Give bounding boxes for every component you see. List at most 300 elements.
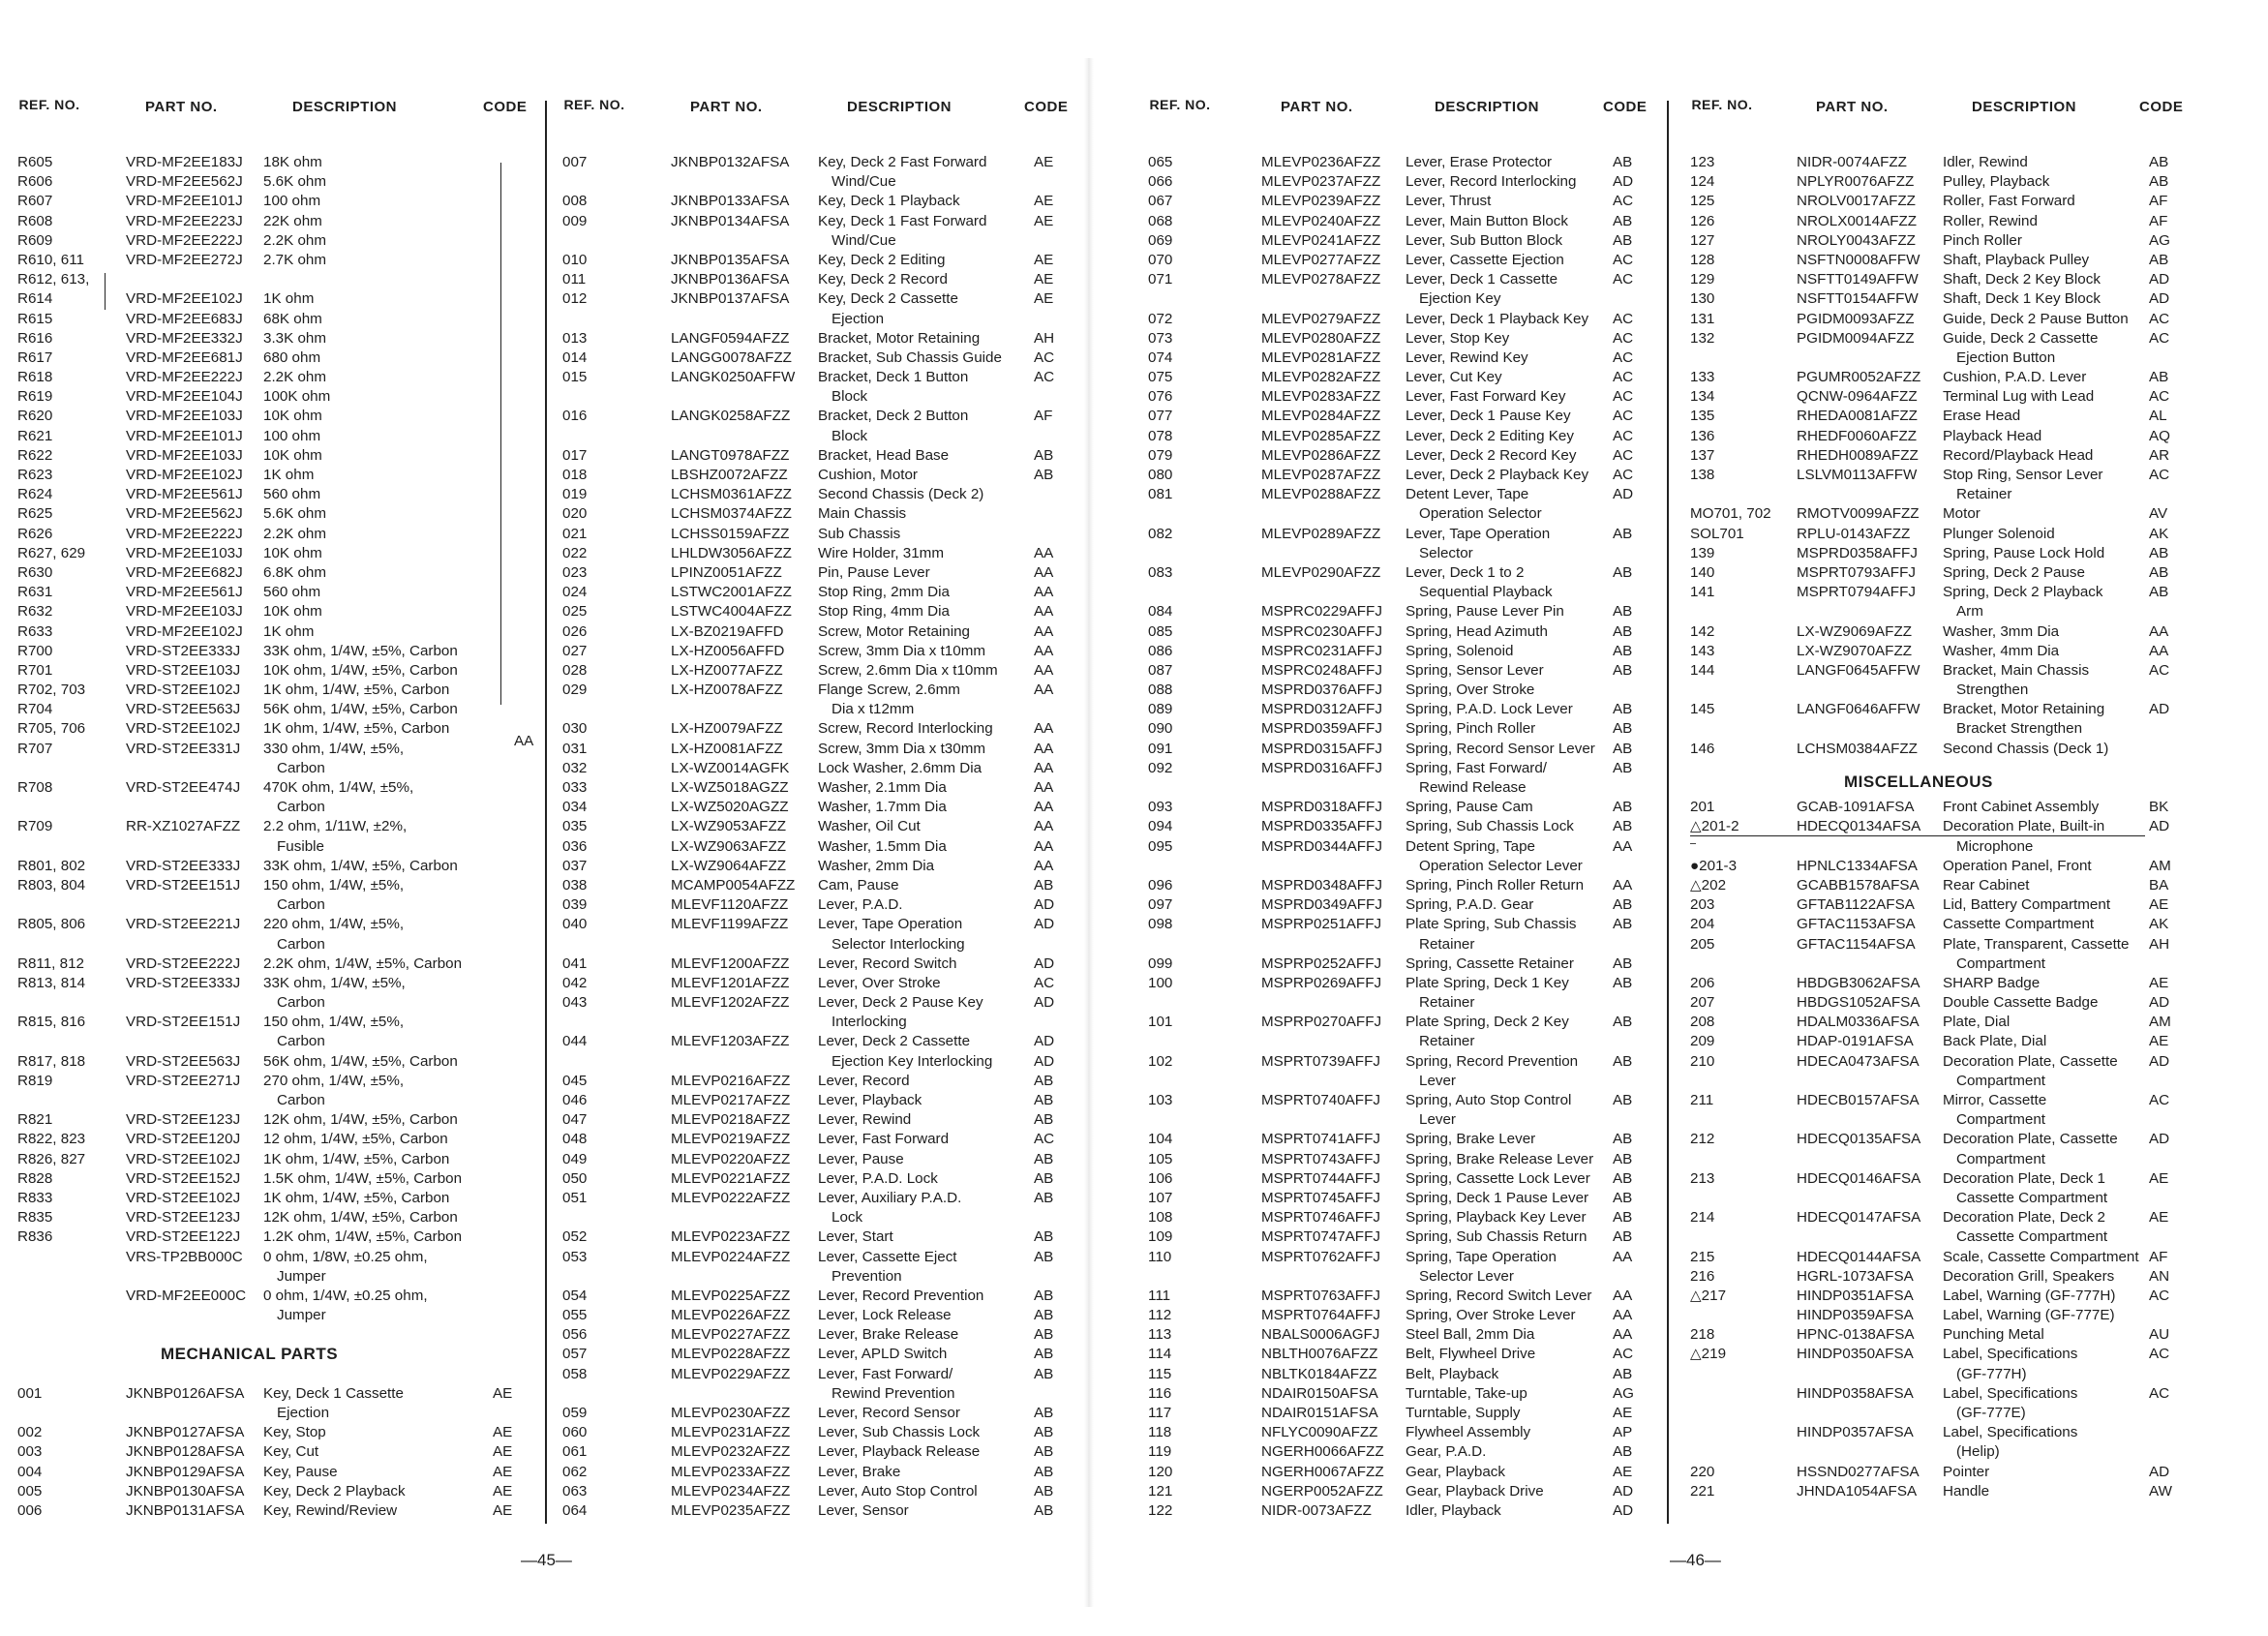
description: Screw, Motor Retaining bbox=[818, 622, 971, 640]
ref-no: 135 bbox=[1690, 408, 1715, 425]
part-no: LANGK0258AFZZ bbox=[671, 408, 791, 425]
code: AB bbox=[1613, 154, 1633, 170]
part-no: NBLTH0076AFZZ bbox=[1261, 1346, 1378, 1363]
description: Key, Rewind/Review bbox=[263, 1501, 398, 1519]
ref-no: 118 bbox=[1148, 1424, 1172, 1441]
part-no: NGERH0067AFZZ bbox=[1261, 1463, 1384, 1480]
description: Lid, Battery Compartment bbox=[1943, 896, 2111, 914]
part-no: VRD-MF2EE222J bbox=[126, 369, 243, 386]
description: 1.2K ohm, 1/4W, ±5%, Carbon bbox=[263, 1228, 463, 1246]
ref-no: 110 bbox=[1148, 1248, 1172, 1265]
description: Key, Deck 2 Editing bbox=[818, 251, 946, 268]
part-no: VRD-ST2EE122J bbox=[126, 1228, 241, 1246]
ref-no: 002 bbox=[17, 1424, 43, 1441]
ref-no: R821 bbox=[17, 1111, 53, 1129]
ref-no: 146 bbox=[1690, 740, 1715, 757]
part-no: MSPRT0741AFFJ bbox=[1261, 1131, 1380, 1148]
code: AD bbox=[2149, 994, 2170, 1012]
description: Key, Deck 2 Playback bbox=[263, 1482, 406, 1500]
part-no: MLEVP0218AFZZ bbox=[671, 1111, 791, 1129]
section-miscellaneous: MISCELLANEOUS bbox=[1844, 773, 1993, 791]
code: AH bbox=[1034, 329, 1055, 347]
description: Selector bbox=[1419, 544, 1473, 561]
description: Pin, Pause Lever bbox=[818, 563, 930, 581]
ref-no: R608 bbox=[17, 212, 53, 229]
part-no: JKNBP0130AFSA bbox=[126, 1482, 245, 1500]
ref-no: R607 bbox=[17, 193, 53, 210]
code: AA bbox=[1034, 837, 1054, 855]
ref-no: 029 bbox=[562, 682, 588, 699]
description: 1.5K ohm, 1/4W, ±5%, Carbon bbox=[263, 1169, 463, 1187]
ref-no: 009 bbox=[562, 212, 588, 229]
description: Key, Deck 2 Fast Forward bbox=[818, 154, 987, 170]
code: AD bbox=[2149, 818, 2170, 835]
description: Microphone bbox=[1956, 837, 2034, 855]
ref-no: 043 bbox=[562, 994, 588, 1012]
code: AB bbox=[1034, 1072, 1054, 1089]
part-no: VRD-ST2EE222J bbox=[126, 954, 241, 972]
ref-no: 094 bbox=[1148, 818, 1173, 835]
ref-no: 087 bbox=[1148, 661, 1173, 679]
description: 12K ohm, 1/4W, ±5%, Carbon bbox=[263, 1111, 458, 1129]
description: Carbon bbox=[277, 994, 325, 1012]
part-no: VRD-MF2EE101J bbox=[126, 427, 243, 444]
ref-no: 104 bbox=[1148, 1131, 1173, 1148]
description: Decoration Plate, Deck 1 bbox=[1943, 1169, 2105, 1187]
part-no: VRD-MF2EE223J bbox=[126, 212, 243, 229]
code: AB bbox=[1613, 916, 1633, 933]
part-no: MLEVP0235AFZZ bbox=[671, 1501, 791, 1519]
ref-no: 119 bbox=[1148, 1443, 1172, 1461]
description: 56K ohm, 1/4W, ±5%, Carbon bbox=[263, 1052, 458, 1070]
part-no: MLEVP0230AFZZ bbox=[671, 1405, 791, 1421]
description: 68K ohm bbox=[263, 310, 322, 327]
description: Shaft, Playback Pulley bbox=[1943, 251, 2090, 268]
ref-no: 047 bbox=[562, 1111, 588, 1129]
ref-no: 017 bbox=[562, 446, 588, 464]
description: Lever, Auto Stop Control bbox=[818, 1482, 978, 1500]
description: Lever, Cut Key bbox=[1406, 369, 1502, 386]
description: Operation Panel, Front bbox=[1943, 857, 2092, 874]
part-no: GFTAC1153AFSA bbox=[1797, 916, 1916, 933]
code: AM bbox=[2149, 1014, 2171, 1031]
description: 5.6K ohm bbox=[263, 505, 327, 523]
description: Spring, P.A.D. Lock Lever bbox=[1406, 701, 1573, 718]
description: Spring, Record Sensor Lever bbox=[1406, 740, 1595, 757]
code: AA bbox=[1034, 818, 1054, 835]
description: Spring, Cassette Lock Lever bbox=[1406, 1169, 1590, 1187]
description: Key, Cut bbox=[263, 1443, 319, 1461]
description: Rewind Prevention bbox=[832, 1384, 955, 1402]
part-no: LX-WZ9070AFZZ bbox=[1797, 642, 1912, 659]
description: Spring, Pinch Roller bbox=[1406, 720, 1536, 738]
code: AC bbox=[1613, 408, 1634, 425]
part-no: LPINZ0051AFZZ bbox=[671, 563, 782, 581]
part-no: GFTAC1154AFSA bbox=[1797, 935, 1916, 953]
description: Lever, Lock Release bbox=[818, 1307, 952, 1324]
ref-no: 059 bbox=[562, 1405, 588, 1421]
description: Back Plate, Dial bbox=[1943, 1033, 2047, 1050]
part-no: VRD-MF2EE272J bbox=[126, 251, 243, 268]
description: 1K ohm, 1/4W, ±5%, Carbon bbox=[263, 1189, 450, 1206]
code: AB bbox=[1613, 1189, 1633, 1206]
part-no: JKNBP0131AFSA bbox=[126, 1501, 245, 1519]
description: 6.8K ohm bbox=[263, 563, 327, 581]
part-no: LSLVM0113AFFW bbox=[1797, 467, 1918, 483]
description: 330 ohm, 1/4W, ±5%, bbox=[263, 740, 405, 757]
code: AC bbox=[2149, 1346, 2170, 1363]
description: Spring, Sub Chassis Lock bbox=[1406, 818, 1574, 835]
code: AC bbox=[2149, 467, 2170, 483]
ref-no: 031 bbox=[562, 740, 588, 757]
code: AB bbox=[1613, 622, 1633, 640]
ref-no: 101 bbox=[1148, 1014, 1173, 1031]
part-no: JKNBP0129AFSA bbox=[126, 1463, 245, 1480]
code: AA bbox=[1034, 682, 1054, 699]
ref-no: 020 bbox=[562, 505, 588, 523]
description: Compartment bbox=[1956, 1111, 2046, 1129]
code: AD bbox=[1034, 1033, 1055, 1050]
page-fold bbox=[1084, 58, 1094, 1607]
description: Lever, Record Interlocking bbox=[1406, 173, 1577, 191]
part-no: MLEVP0221AFZZ bbox=[671, 1169, 791, 1187]
ref-no: 100 bbox=[1148, 974, 1173, 991]
description: Washer, Oil Cut bbox=[818, 818, 921, 835]
ref-no: 122 bbox=[1148, 1501, 1173, 1519]
part-no: MLEVP0231AFZZ bbox=[671, 1424, 791, 1441]
code: AA bbox=[1613, 1287, 1633, 1304]
ref-no: 076 bbox=[1148, 388, 1173, 406]
code: AA bbox=[2149, 622, 2169, 640]
part-no: VRD-ST2EE151J bbox=[126, 876, 241, 894]
ref-no: R701 bbox=[17, 661, 53, 679]
code: AK bbox=[2149, 525, 2169, 542]
ref-no: R805, 806 bbox=[17, 916, 86, 933]
ref-no: 103 bbox=[1148, 1092, 1173, 1108]
description: Decoration Grill, Speakers bbox=[1943, 1267, 2115, 1285]
description: Lever, P.A.D. bbox=[818, 896, 903, 914]
code: AC bbox=[1613, 467, 1634, 483]
ref-no: SOL701 bbox=[1690, 525, 1744, 542]
part-no: NBLTK0184AFZZ bbox=[1261, 1365, 1377, 1382]
part-no: VRD-ST2EE563J bbox=[126, 1052, 241, 1070]
header-desc-col4: DESCRIPTION bbox=[1972, 99, 2077, 115]
description: Lever, Over Stroke bbox=[818, 974, 941, 991]
description: Belt, Flywheel Drive bbox=[1406, 1346, 1536, 1363]
description: Lever, Deck 1 Playback Key bbox=[1406, 310, 1589, 327]
part-no: NROLY0043AFZZ bbox=[1797, 231, 1916, 249]
code: AD bbox=[2149, 1131, 2170, 1148]
description: 270 ohm, 1/4W, ±5%, bbox=[263, 1072, 405, 1089]
part-no: HSSND0277AFSA bbox=[1797, 1463, 1920, 1480]
description: Washer, 1.5mm Dia bbox=[818, 837, 947, 855]
description: Spring, Deck 1 Pause Lever bbox=[1406, 1189, 1589, 1206]
ref-no: 039 bbox=[562, 896, 588, 914]
code: AR bbox=[2149, 446, 2170, 464]
part-no: HDALM0336AFSA bbox=[1797, 1014, 1920, 1031]
ref-no: 204 bbox=[1690, 916, 1715, 933]
description: Label, Warning (GF-777H) bbox=[1943, 1287, 2116, 1304]
code: AE bbox=[2149, 896, 2169, 914]
description: 1K ohm bbox=[263, 467, 315, 483]
part-no: LANGG0078AFZZ bbox=[671, 348, 792, 366]
ref-no: 114 bbox=[1148, 1346, 1172, 1363]
ref-no: 036 bbox=[562, 837, 588, 855]
code: AB bbox=[1613, 1169, 1633, 1187]
description: Spring, Solenoid bbox=[1406, 642, 1514, 659]
description: Decoration Plate, Deck 2 bbox=[1943, 1209, 2105, 1227]
code: AC bbox=[1613, 427, 1634, 444]
part-no: LX-BZ0219AFFD bbox=[671, 622, 784, 640]
header-code-col2: CODE bbox=[1024, 99, 1069, 115]
description: Double Cassette Badge bbox=[1943, 994, 2099, 1012]
code: AC bbox=[2149, 1287, 2170, 1304]
ref-no: 107 bbox=[1148, 1189, 1173, 1206]
description: Spring, Brake Release Lever bbox=[1406, 1150, 1594, 1167]
code: AA bbox=[2149, 642, 2169, 659]
description: Spring, Cassette Retainer bbox=[1406, 954, 1574, 972]
ref-no: 220 bbox=[1690, 1463, 1715, 1480]
column-divider-left bbox=[545, 101, 547, 1524]
code: AB bbox=[1034, 876, 1054, 894]
header-code-col4: CODE bbox=[2139, 99, 2184, 115]
code: AB bbox=[1034, 1150, 1054, 1167]
ref-no: △201-2 bbox=[1690, 818, 1739, 835]
ref-no: 037 bbox=[562, 857, 588, 874]
part-no: MSPRD0315AFFJ bbox=[1261, 740, 1382, 757]
ref-no: 102 bbox=[1148, 1052, 1173, 1070]
description: Key, Stop bbox=[263, 1424, 326, 1441]
part-no: HINDP0357AFSA bbox=[1797, 1424, 1914, 1441]
ref-no: R704 bbox=[17, 701, 53, 718]
ref-no: 058 bbox=[562, 1365, 588, 1382]
description: Bracket, Motor Retaining bbox=[1943, 701, 2105, 718]
ref-no: 028 bbox=[562, 661, 588, 679]
description: 2.2K ohm bbox=[263, 369, 327, 386]
code: AE bbox=[1034, 271, 1054, 288]
part-no: JKNBP0133AFSA bbox=[671, 193, 790, 210]
code: AB bbox=[1034, 1482, 1054, 1500]
code: AC bbox=[1613, 388, 1634, 406]
part-no: VRD-MF2EE332J bbox=[126, 329, 243, 347]
code: AE bbox=[493, 1463, 513, 1480]
part-no: JKNBP0135AFSA bbox=[671, 251, 790, 268]
code: AD bbox=[2149, 271, 2170, 288]
ref-no: 080 bbox=[1148, 467, 1173, 483]
code: AA bbox=[1034, 563, 1054, 581]
ref-no: 130 bbox=[1690, 290, 1715, 308]
description: Lever, Sub Button Block bbox=[1406, 231, 1563, 249]
part-no: MSPRD0358AFFJ bbox=[1797, 544, 1918, 561]
part-no: VRD-ST2EE103J bbox=[126, 661, 241, 679]
description: Lever, Start bbox=[818, 1228, 893, 1246]
ref-no: 071 bbox=[1148, 271, 1173, 288]
description: Compartment bbox=[1956, 1072, 2046, 1089]
part-no: NSFTT0154AFFW bbox=[1797, 290, 1919, 308]
description: Punching Metal bbox=[1943, 1326, 2044, 1344]
ref-no: 061 bbox=[562, 1443, 588, 1461]
part-no: GFTAB1122AFSA bbox=[1797, 896, 1915, 914]
description: Pinch Roller bbox=[1943, 231, 2022, 249]
description: (GF-777E) bbox=[1956, 1405, 2026, 1421]
description: 560 ohm bbox=[263, 584, 321, 601]
code: AB bbox=[1034, 1501, 1054, 1519]
description: Wind/Cue bbox=[832, 231, 896, 249]
part-no: JKNBP0136AFSA bbox=[671, 271, 790, 288]
part-no: NROLX0014AFZZ bbox=[1797, 212, 1918, 229]
part-no: MLEVP0234AFZZ bbox=[671, 1482, 791, 1500]
description: Plate, Transparent, Cassette bbox=[1943, 935, 2130, 953]
header-code-col1: CODE bbox=[483, 99, 528, 115]
description: 2.7K ohm bbox=[263, 251, 327, 268]
description: 150 ohm, 1/4W, ±5%, bbox=[263, 876, 405, 894]
ref-no: 083 bbox=[1148, 563, 1173, 581]
code: AD bbox=[1613, 486, 1634, 503]
part-no: NFLYC0090AFZZ bbox=[1261, 1424, 1378, 1441]
description: Carbon bbox=[277, 1092, 325, 1108]
part-no: MLEVP0223AFZZ bbox=[671, 1228, 791, 1246]
description: Lever, Deck 2 Record Key bbox=[1406, 446, 1577, 464]
ref-no: 124 bbox=[1690, 173, 1715, 191]
ref-no: R702, 703 bbox=[17, 682, 86, 699]
part-no: HBDGS1052AFSA bbox=[1797, 994, 1920, 1012]
part-no: MLEVF1200AFZZ bbox=[671, 954, 790, 972]
ref-no: 006 bbox=[17, 1501, 43, 1519]
code: AG bbox=[1613, 1384, 1634, 1402]
description: Key, Deck 2 Cassette bbox=[818, 290, 958, 308]
description: 1K ohm, 1/4W, ±5%, Carbon bbox=[263, 1150, 450, 1167]
ref-no: 089 bbox=[1148, 701, 1173, 718]
part-no: QCNW-0964AFZZ bbox=[1797, 388, 1918, 406]
description: 680 ohm bbox=[263, 348, 321, 366]
ref-no: 141 bbox=[1690, 584, 1715, 601]
part-no: NPLYR0076AFZZ bbox=[1797, 173, 1915, 191]
code: AC bbox=[1034, 974, 1055, 991]
code: AB bbox=[1613, 1014, 1633, 1031]
ref-no: 144 bbox=[1690, 661, 1715, 679]
ref-no: 063 bbox=[562, 1482, 588, 1500]
part-no: HDECQ0146AFSA bbox=[1797, 1169, 1921, 1187]
description: Decoration Plate, Cassette bbox=[1943, 1052, 2118, 1070]
code: AC bbox=[2149, 310, 2170, 327]
part-no: HINDP0351AFSA bbox=[1797, 1287, 1914, 1304]
part-no: PGIDM0093AFZZ bbox=[1797, 310, 1915, 327]
ref-no: 125 bbox=[1690, 193, 1715, 210]
code: AV bbox=[2149, 505, 2168, 523]
ref-no: 208 bbox=[1690, 1014, 1715, 1031]
code: AC bbox=[1613, 271, 1634, 288]
ref-no: 209 bbox=[1690, 1033, 1715, 1050]
code: AB bbox=[2149, 369, 2169, 386]
description: Block bbox=[832, 427, 868, 444]
part-no: MLEVP0240AFZZ bbox=[1261, 212, 1381, 229]
code: AA bbox=[1034, 584, 1054, 601]
description: 18K ohm bbox=[263, 154, 322, 170]
part-no: MLEVP0225AFZZ bbox=[671, 1287, 791, 1304]
description: Terminal Lug with Lead bbox=[1943, 388, 2095, 406]
code: BA bbox=[2149, 876, 2169, 894]
ref-no: 136 bbox=[1690, 427, 1715, 444]
part-no: MLEVP0216AFZZ bbox=[671, 1072, 791, 1089]
code: AA bbox=[1034, 603, 1054, 621]
description: Cassette Compartment bbox=[1956, 1189, 2108, 1206]
part-no: MLEVP0285AFZZ bbox=[1261, 427, 1381, 444]
code: AB bbox=[1034, 1248, 1054, 1265]
ref-no: R630 bbox=[17, 563, 53, 581]
description: Turntable, Take-up bbox=[1406, 1384, 1527, 1402]
description: 1K ohm, 1/4W, ±5%, Carbon bbox=[263, 720, 450, 738]
part-no: LX-WZ9064AFZZ bbox=[671, 857, 786, 874]
header-part-col2: PART NO. bbox=[690, 99, 763, 115]
ref-no: 211 bbox=[1690, 1092, 1714, 1108]
code: AA bbox=[1034, 779, 1054, 796]
part-no: HINDP0358AFSA bbox=[1797, 1384, 1914, 1402]
description: 22K ohm bbox=[263, 212, 322, 229]
code: AB bbox=[1613, 954, 1633, 972]
description: 100 ohm bbox=[263, 193, 321, 210]
ref-no: 120 bbox=[1148, 1463, 1173, 1480]
code: AB bbox=[1613, 563, 1633, 581]
ref-no: 016 bbox=[562, 408, 588, 425]
description: Key, Pause bbox=[263, 1463, 338, 1480]
part-no: LBSHZ0072AFZZ bbox=[671, 467, 788, 483]
description: Lever, Fast Forward bbox=[818, 1131, 950, 1148]
part-no: VRD-MF2EE000C bbox=[126, 1287, 247, 1304]
part-no: LX-WZ0014AGFK bbox=[671, 759, 790, 776]
description: Prevention bbox=[832, 1267, 902, 1285]
part-no: MSPRT0794AFFJ bbox=[1797, 584, 1916, 601]
ref-no: 038 bbox=[562, 876, 588, 894]
code: AL bbox=[2149, 408, 2167, 425]
part-no: MLEVP0233AFZZ bbox=[671, 1463, 791, 1480]
ref-no: R621 bbox=[17, 427, 53, 444]
code: AA bbox=[1034, 544, 1054, 561]
description: Selector Lever bbox=[1419, 1267, 1514, 1285]
ref-no: 014 bbox=[562, 348, 588, 366]
code: AB bbox=[1613, 1365, 1633, 1382]
ref-no: 033 bbox=[562, 779, 588, 796]
ref-no: 081 bbox=[1148, 486, 1173, 503]
description: Interlocking bbox=[832, 1014, 907, 1031]
description: Plate Spring, Deck 2 Key bbox=[1406, 1014, 1569, 1031]
description: Ejection Button bbox=[1956, 348, 2056, 366]
code: AE bbox=[2149, 974, 2169, 991]
code: BK bbox=[2149, 799, 2169, 816]
description: Lever, P.A.D. Lock bbox=[818, 1169, 938, 1187]
part-no: VRD-MF2EE683J bbox=[126, 310, 243, 327]
code: AE bbox=[2149, 1209, 2169, 1227]
description: Lever, Main Button Block bbox=[1406, 212, 1568, 229]
description: Scale, Cassette Compartment bbox=[1943, 1248, 2139, 1265]
part-no: JKNBP0127AFSA bbox=[126, 1424, 245, 1441]
code: AA bbox=[1034, 799, 1054, 816]
part-no: JKNBP0134AFSA bbox=[671, 212, 790, 229]
part-no: MSPRT0739AFFJ bbox=[1261, 1052, 1380, 1070]
part-no: MLEVP0236AFZZ bbox=[1261, 154, 1381, 170]
description: Flange Screw, 2.6mm bbox=[818, 682, 960, 699]
description: Lever, Erase Protector bbox=[1406, 154, 1553, 170]
part-no: MSPRC0231AFFJ bbox=[1261, 642, 1382, 659]
part-no: LSTWC4004AFZZ bbox=[671, 603, 792, 621]
part-no: MLEVP0229AFZZ bbox=[671, 1365, 791, 1382]
code: AD bbox=[1613, 1482, 1634, 1500]
code: AU bbox=[2149, 1326, 2170, 1344]
code: AD bbox=[2149, 1463, 2170, 1480]
part-no: MLEVP0286AFZZ bbox=[1261, 446, 1381, 464]
ref-no: 109 bbox=[1148, 1228, 1173, 1246]
code: AW bbox=[2149, 1482, 2172, 1500]
ref-no: 064 bbox=[562, 1501, 588, 1519]
